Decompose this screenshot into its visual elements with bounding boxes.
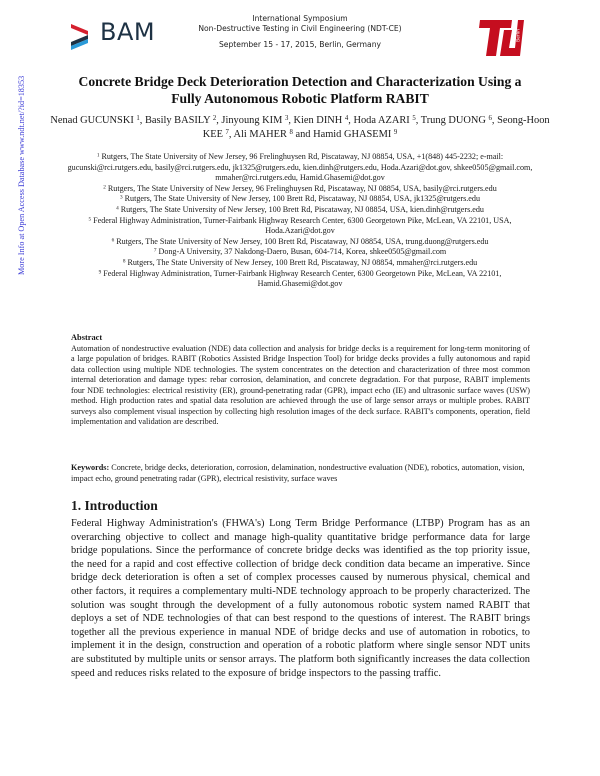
author-affiliation-number: 2 [212,114,217,122]
conference-date: September 15 - 17, 2015, Berlin, Germany [218,40,382,49]
author: Kien DINH $^4$ [293,114,349,126]
paper-title-line-2: Fully Autonomous Robotic Platform RABIT [171,91,429,106]
affiliation-number: 8 [122,258,126,265]
author-list: Nenad GUCUNSKI $^1$, Basily BASILY $^2$, Jinyoung KIM $^3$, Kien DINH $^4$, Hoda AZARI $^5$, Trung DUONG $^6$, Seong-Hoon KEE $^7$, Ali MAHER $^8$ and Hamid GHASEMI $^9$ [50,114,550,140]
affiliation-number: 4 [116,205,119,212]
author: Trung DUONG $^6$ [420,114,492,126]
author-affiliation-number: 5 [412,114,416,122]
affiliation-number: 6 [111,237,115,244]
affiliation: $^6$ Rutgers, The State University of New Jersey, 100 Brett Rd, Piscataway, NJ 08854, USA, trung.duong@rutgers.edu [111,236,489,246]
affiliation: $^4$ Rutgers, The State University of New Jersey, 100 Brett Rd, Piscataway, NJ 08854, USA, kien.dinh@rutgers.edu [116,204,484,214]
affiliation: $^5$ Federal Highway Administration, Turner-Fairbank Highway Research Center, 6300 Georgetown Pike, McLean, VA 22101, USA, Hoda.Azari@dot.gov [88,215,512,236]
author-affiliation-number: 6 [488,114,492,122]
author: Hamid GHASEMI $^9$ [313,128,398,140]
open-access-database-link[interactable]: More Info at Open Access Database www.ndt.net/?id=18353 [17,75,26,275]
keywords-text: Concrete, bridge decks, deterioration, corrosion, delamination, nondestructive evaluation (NDE), robotics, automation, vision, impact echo, ground penetrating radar (GPR), electrical resistivity, surface waves [71,463,525,483]
affiliation: $^8$ Rutgers, The State University of New Jersey, 100 Brett Rd, Piscataway, NJ 08854, mmaher@rci.rutgers.edu [122,257,478,267]
affiliation-number: 5 [88,216,92,223]
tu-berlin-logo [478,18,524,58]
affiliation-number: 1 [96,152,100,159]
affiliation-number: 3 [119,195,123,202]
bam-logo [70,18,160,58]
abstract-section [71,333,530,428]
affiliation: $^1$ Rutgers, The State University of New Jersey, 96 Frelinghuysen Rd, Piscataway, NJ 08854, USA, +1(848) 445-2232; e-mail: gucunski@rci.rutgers.edu, basily@rci.rutgers.edu, jk1325@rutgers.edu, kien.dinh@rutgers.edu, Hoda.Azari@dot.gov, shkee0505@gmail.com, mmaher@rci.rutgers.edu, Hamid.Ghasemi@dot.gov [67,152,533,183]
author: Ali MAHER $^8$ [233,128,293,140]
svg-text:Berlin: Berlin [516,28,522,42]
author: Nenad GUCUNSKI $^1$ [50,114,140,126]
keywords-label: Keywords: [71,463,110,472]
paper-title-line-1: Concrete Bridge Deck Deterioration Detection and Characterization Using a [78,74,522,89]
conference-title: International Symposium [252,14,348,23]
conference-subtitle: Non-Destructive Testing in Civil Engineering (NDT-CE) [198,24,402,33]
author-affiliation-number: 8 [289,128,293,136]
affiliation: $^3$ Rutgers, The State University of New Jersey, 100 Brett Rd, Piscataway, NJ 08854, USA, jk1325@rutgers.edu [119,194,480,204]
author: Basily BASILY $^2$ [144,114,217,126]
author: Jinyoung KIM $^3$ [221,114,289,126]
affiliation-number: 7 [153,247,157,254]
affiliation: $^7$ Dong-A University, 37 Nakdong-Daero, Busan, 604-714, Korea, shkee0505@gmail.com [153,247,447,257]
affiliation: $^2$ Rutgers, The State University of New Jersey, 96 Frelinghuysen Rd, Piscataway, NJ 08854, USA, basily@rci.rutgers.edu [103,183,497,193]
author-affiliation-number: 3 [284,114,289,122]
author: Hoda AZARI $^5$ [353,114,416,126]
author: Seong-Hoon KEE $^7$ [202,115,550,140]
affiliation-list [60,152,540,290]
introduction-text: Federal Highway Administration's (FHWA's) Long Term Bridge Performance (LTBP) Program has as an overarching objective to collect and manage high-quality quantitative bridge performance data for large bridge populations. Since the performance of concrete bridge decks was identified as the top priority issue, the need for a rapid and cost effective collection of bridge deck condition data became an imperative. Since bridge deck deterioration is often a set of complex processes caused by numerous physical, chemical and other factors, it requires a complementary multi-NDE technology approach to be properly characterized. The solution was sought through the development of a fully autonomous robotic system named RABIT that deploys a set of NDE technologies of that can best respond to the questions of interest. The RABIT brings together all the previous experience in manual NDE of bridge decks and use of automation in robotics, to implement it in the design, construction and operation of a robotic platform where single sensor NDT units are substituted by multiple units or sensor arrays. The platform both significantly increases the data collection speed and reduces risks related to the exposure of bridge inspectors to the passing traffic. [71,518,530,679]
affiliation-number: 2 [103,184,106,191]
affiliation-number: 9 [98,269,102,276]
bam-logo-text: BAM [100,18,156,46]
section-heading-introduction: 1. Introduction [71,498,158,513]
tu-berlin-icon [478,18,524,58]
abstract-heading: Abstract [71,333,103,342]
bam-chevron-icon [70,18,92,58]
author-affiliation-number: 1 [136,114,140,122]
author-affiliation-number: 4 [344,114,349,122]
author-affiliation-number: 9 [393,128,398,136]
abstract-text: Automation of nondestructive evaluation (NDE) data collection and analysis for bridge decks is a requirement for long-term monitoring of a large population of bridges. RABIT (Robotics Assisted Bridge Inspection Tool) for bridge decks provides a fully autonomous and rapid data collection using multiple NDE technologies. The system concentrates on the detection and characterization of three most common internal deterioration and damage types: rebar corrosion, delamination, and concrete degradation. For that purpose, RABIT implements four NDE technologies: electrical resistivity (ER), ground-penetrating radar (GPR), impact echo (IE) and ultrasonic surface waves (USW) method. High production rates and spatial data resolution are achieved through the use of large sensor arrays or multiple probes. RABIT surveys also complement visual inspection by collecting high resolution images of the deck surface. RABIT's components, operation, field implementation and validation are described. [71,343,530,426]
author-affiliation-number: 7 [225,128,229,136]
keywords-section [71,463,530,484]
paper-title [40,73,560,107]
conference-header [180,14,420,50]
affiliation: $^9$ Federal Highway Administration, Turner-Fairbank Highway Research Center, 6300 Georgetown Pike, McLean, VA 22101, Hamid.Ghasemi@dot.gov [98,268,502,289]
